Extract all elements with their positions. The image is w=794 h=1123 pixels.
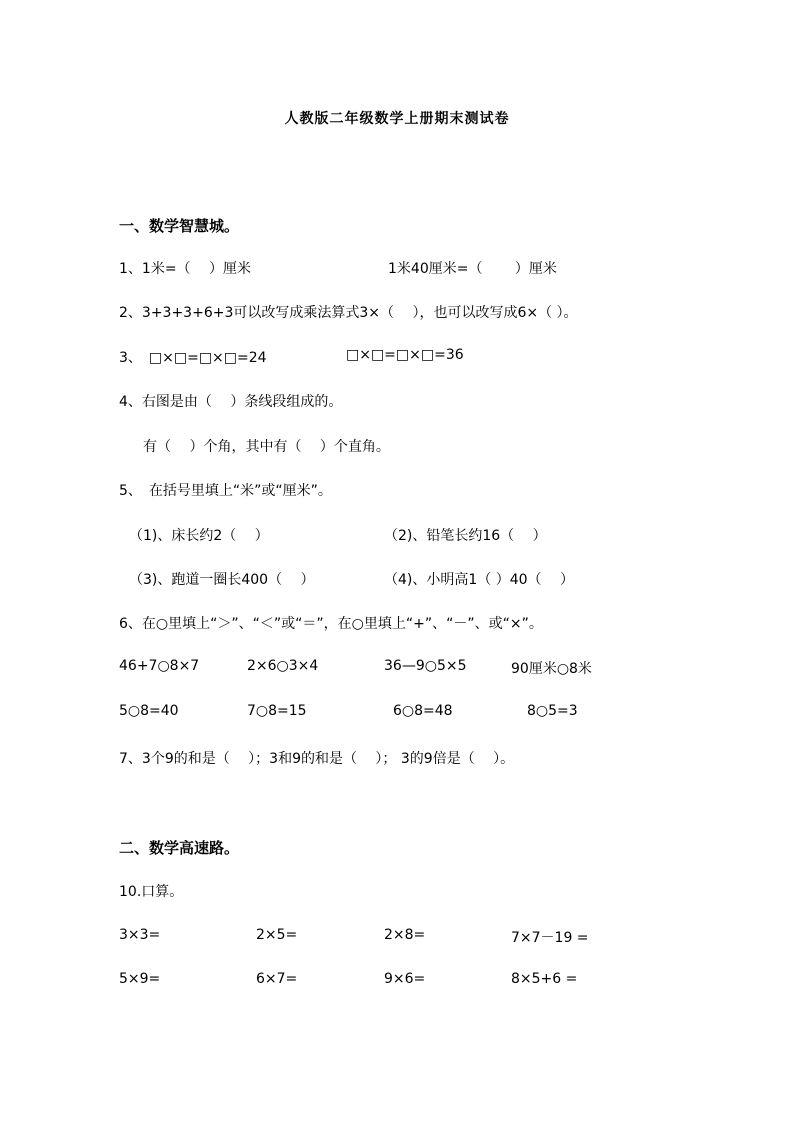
question-1-part-b: 1米40厘米=（ ）厘米 [388, 261, 557, 277]
question-2-text: 2、3+3+3+6+3可以改写成乘法算式3×（ ），也可以改写成6×（ ）。 [119, 305, 578, 321]
question-5-item-3: （3)、跑道一圈长400（ ） [129, 572, 315, 588]
question-7 [0, 748, 794, 772]
fill-operator-item: 5○8=40 [119, 703, 179, 719]
question-10 [0, 881, 794, 905]
question-6-text: 6、在○里填上“＞”、“＜”或“＝”，在○里填上“+”、“－”、或“×”。 [119, 616, 543, 632]
mental-math-item: 6×7= [256, 971, 298, 987]
page-title: 人教版二年级数学上册期末测试卷 [284, 111, 510, 127]
question-3-part-b: □×□=□×□=36 [346, 347, 464, 363]
mental-math-item: 7×7－19 = [511, 930, 589, 946]
mental-math-item: 9×6= [384, 971, 426, 987]
question-5-text: 5、 在括号里填上“米”或“厘米”。 [119, 483, 332, 499]
mental-math-item: 5×9= [119, 971, 161, 987]
compare-item: 36—9○5×5 [384, 658, 467, 674]
section-2-heading-text: 二、数学高速路。 [119, 839, 240, 857]
question-4-text: 4、右图是由（ ）条线段组成的。 [119, 394, 343, 410]
question-2 [0, 302, 794, 326]
mental-math-item: 2×8= [384, 927, 426, 943]
section-1-heading-text: 一、数学智慧城。 [119, 217, 240, 235]
compare-item: 46+7○8×7 [119, 658, 200, 674]
fill-operator-item: 6○8=48 [393, 703, 453, 719]
question-5-item-1: （1)、床长约2（ ） [129, 528, 269, 544]
mental-math-item: 2×5= [256, 927, 298, 943]
question-5-row-1 [0, 525, 794, 549]
question-3-part-a: 3、 □×□=□×□=24 [119, 350, 267, 366]
compare-item: 90厘米○8米 [511, 661, 592, 677]
mental-math-item: 3×3= [119, 927, 161, 943]
question-10-text: 10.口算。 [119, 884, 184, 900]
mental-math-row-1 [0, 927, 794, 951]
section-1-heading [0, 215, 794, 239]
question-7-text: 7、3个9的和是（ ）；3和9的和是（ ）； 3的9倍是（ ）。 [119, 751, 515, 767]
question-1-part-a: 1、1米=（ ）厘米 [119, 261, 251, 277]
question-6-row-1 [0, 658, 794, 682]
section-2-heading [0, 837, 794, 861]
question-6-row-2 [0, 703, 794, 727]
question-5 [0, 480, 794, 504]
question-4-sub-text: 有（ ）个角，其中有（ ）个直角。 [143, 439, 390, 455]
fill-operator-item: 8○5=3 [527, 703, 578, 719]
fill-operator-item: 7○8=15 [247, 703, 307, 719]
mental-math-item: 8×5+6 = [511, 971, 578, 987]
question-6 [0, 613, 794, 637]
question-4 [0, 391, 794, 415]
question-1 [0, 258, 794, 282]
question-4-sub [0, 436, 794, 460]
question-5-item-4: （4)、小明高1（ ）40（ ） [384, 572, 574, 588]
question-3 [0, 347, 794, 371]
question-5-item-2: （2)、铅笔长约16（ ） [384, 528, 547, 544]
mental-math-row-2 [0, 971, 794, 995]
question-5-row-2 [0, 569, 794, 593]
compare-item: 2×6○3×4 [247, 658, 319, 674]
